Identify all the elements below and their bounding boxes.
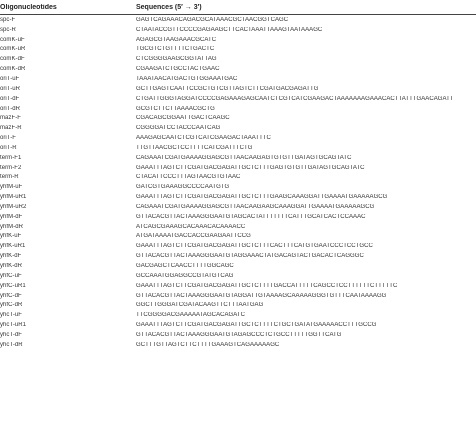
oligo-sequence: CAGAAATCGATGAAAAGGAGCGTTAACAAGAAGCAAAGGATTGAAAATGAAAAAGCG: [136, 203, 375, 210]
table-row: [0, 281, 476, 291]
oligo-sequence: CAGAAATCGATGAAAAGGAGCGTTAACAAGAGTGTGTTGATAGTGCAGTATC: [136, 154, 352, 161]
oligo-sequence: GAAATTTAGTCTTCGATGACGAGATTGCTCTTTCACTTTCATGTGAATCCCTCCTGCC: [136, 243, 373, 250]
oligo-name: oriT-dR: [0, 105, 21, 112]
header-sequences: Sequences (5′ → 3′): [136, 3, 202, 11]
oligo-sequence: GCTTTGTTAGTCTTCTTTTGAAAGTCAGAAAAAGC: [136, 341, 280, 348]
oligo-name: yhfK-dF: [0, 253, 22, 260]
table-row: [0, 320, 476, 330]
oligo-name: yhfK-dR: [0, 263, 23, 270]
oligo-name: yhcT-uF: [0, 312, 23, 319]
oligo-name: yhfK-uF: [0, 233, 22, 240]
oligo-name: spc-R: [0, 26, 16, 33]
table-row: [0, 291, 476, 301]
oligo-sequence: TGCGTCTGTTTTCTGACTC: [136, 46, 215, 53]
table-row: [0, 310, 476, 320]
oligo-sequence: ATCAGCGAAAGCACAAACACAAAACC: [136, 223, 246, 230]
oligo-name: yhfK-uR1: [0, 243, 26, 250]
table-row: [0, 340, 476, 350]
table-row: [0, 192, 476, 202]
table-row: [0, 94, 476, 104]
oligo-sequence: CTACATTCCCTTTAGTAACGTGTAAC: [136, 174, 241, 181]
table-row: [0, 241, 476, 251]
oligo-name: yhfC-dR: [0, 302, 23, 309]
oligo-name: comK-uR: [0, 46, 26, 53]
table-row: [0, 173, 476, 183]
oligo-name: mazF-F: [0, 115, 21, 122]
oligo-name: yhcT-uR1: [0, 322, 27, 329]
oligo-name: term-F1: [0, 154, 22, 161]
oligo-name: oriT-dF: [0, 95, 20, 102]
table-body: [0, 15, 476, 350]
oligo-name: term-R: [0, 174, 19, 181]
oligo-sequence: TTGTTAACGCTCCTTTTCATCGATTTCTG: [136, 144, 253, 151]
oligo-sequence: TTCGGGGACGAAAAATAGCACAGATC: [136, 312, 245, 319]
table-row: [0, 45, 476, 55]
oligo-name: oriT-R: [0, 144, 17, 151]
oligo-name: yhfM-dR: [0, 223, 24, 230]
oligo-sequence: GTTACACGTTACTAAAGGGAATGTAGGATTGTAAAAGCAAAAAGGGTGTTTCAATAAAAGG: [136, 292, 387, 299]
oligo-name: spc-F: [0, 16, 16, 23]
oligo-name: comK-dF: [0, 56, 25, 63]
table-row: [0, 182, 476, 192]
table-header: [0, 0, 476, 15]
oligo-sequence: GTTACACGTTACTAAAGGGAATGTAGGAAACTATGACAGTACTGACACTCAGGGC: [136, 253, 364, 260]
oligo-sequence: AGAGCGTAAGAAACGCATC: [136, 36, 217, 43]
table-row: [0, 300, 476, 310]
oligo-name: yhcT-dF: [0, 331, 23, 338]
table-row: [0, 35, 476, 45]
oligo-sequence: CTAATACCGTTCCCCGAGAAGCTTCACTAAATTAAAGTAATAAAGC: [136, 26, 323, 33]
oligo-name: yhfC-dF: [0, 292, 22, 299]
oligo-sequence: GTTACACGTTACTAAAGGGAATGTAGCACTATTTTTTTCATTTGCATCACTCCAAAC: [136, 213, 366, 220]
oligo-name: yhfC-uR1: [0, 282, 26, 289]
oligo-sequence: TAAATAACATGACTGTGGAAATGAC: [136, 75, 238, 82]
table-row: [0, 251, 476, 261]
oligo-sequence: CTGATTGGGTAGGATCCCCGAGAAAGAGCAATCTCGTCATCGAAGACTAAAAAAAGAAACACTTATTTGAACAGATT: [136, 95, 454, 102]
table-row: [0, 202, 476, 212]
table-row: [0, 25, 476, 35]
oligo-name: oriT-uR: [0, 85, 21, 92]
oligo-sequence: GGCTTGGGATCGATACAAGTTCTTTAATGAG: [136, 302, 264, 309]
table-row: [0, 15, 476, 25]
oligo-sequence: GAAATTTAGTCTTCGATGACGAGATTGCTCTTTGAAGCAAAGGATTGAAAATGAAAAAGCG: [136, 194, 388, 201]
table-row: [0, 222, 476, 232]
table-row: [0, 104, 476, 114]
oligo-name: term-F2: [0, 164, 22, 171]
table-row: [0, 330, 476, 340]
oligo-name: yhfC-uF: [0, 272, 22, 279]
oligo-name: yhfM-dF: [0, 213, 23, 220]
oligo-name: comK-uF: [0, 36, 25, 43]
oligo-name: oriT-uF: [0, 75, 20, 82]
oligo-name: oriT-F: [0, 135, 16, 142]
table-row: [0, 212, 476, 222]
oligo-sequence: CGAAGATCTGCCTACTGAAC: [136, 66, 220, 73]
oligo-sequence: GCCAAATGGAGGCCGTATGTCAG: [136, 272, 234, 279]
table-row: [0, 54, 476, 64]
table-row: [0, 64, 476, 74]
oligo-sequence: ATGATAAAATGACCACCGAAGAATTCCG: [136, 233, 251, 240]
oligo-sequence: CTCGGGGAAGCGGTATTAG: [136, 56, 217, 63]
oligo-sequence: CGACAGCGGAATTGACTCAAGC: [136, 115, 230, 122]
oligo-name: yhfM-uR1: [0, 194, 27, 201]
oligo-sequence: GACGAGCTCAACCTTTTGGCAGC: [136, 263, 234, 270]
oligo-name: yhfM-uR2: [0, 203, 27, 210]
oligo-sequence: GAAATTTAGTCTTCGATGACGAGATTGCTCTTTTCTGCTGATATGAAAAACCTTTGCCG: [136, 322, 377, 329]
oligo-sequence: GAGTCAGAAACAGACGCATAAACGCTAACGGTCAGC: [136, 16, 289, 23]
oligo-sequence: GCGTCTTCTTAAAACGCTG: [136, 105, 215, 112]
table-row: [0, 232, 476, 242]
table-row: [0, 74, 476, 84]
table-row: [0, 271, 476, 281]
oligo-name: mazF-R: [0, 125, 22, 132]
oligo-sequence: GTTACACGTTACTAAAGGGAATGTAGAGCCCTCTGCCTTTTTGGTTCATG: [136, 331, 342, 338]
table-row: [0, 123, 476, 133]
oligo-sequence: AAAGAGCAATCTCGTCATCGAAGACTAAATTTC: [136, 135, 271, 142]
oligo-name: yhfM-uF: [0, 184, 23, 191]
oligo-sequence: GAAATTTAGTCTTCGATGACGAGATTGCTCTTTTGACCATTTTTCAGCCTCCTTTTTTCTTTTTC: [136, 282, 398, 289]
table-row: [0, 113, 476, 123]
table-row: [0, 84, 476, 94]
oligo-sequence: GATCGTGAAAGGCCCCAATGTG: [136, 184, 230, 191]
oligo-sequence: CGGGGATCCTACCCAATCAG: [136, 125, 221, 132]
table-row: [0, 163, 476, 173]
oligo-sequence: GCTTGAGTCAATTCCGCTGTCGTTAGTCTTCGATGACGAGATTG: [136, 85, 319, 92]
table-row: [0, 261, 476, 271]
table-row: [0, 143, 476, 153]
table-row: [0, 153, 476, 163]
header-oligonucleotides: Oligonucleotides: [0, 3, 57, 11]
oligo-name: comK-dR: [0, 66, 26, 73]
oligo-sequence: GAAATTTAGTCTTCGATGACGAGATTGCTCTTTGAGTGTGTTGATAGTGCAGTATC: [136, 164, 365, 171]
table-row: [0, 133, 476, 143]
oligo-name: yhcT-dR: [0, 341, 23, 348]
